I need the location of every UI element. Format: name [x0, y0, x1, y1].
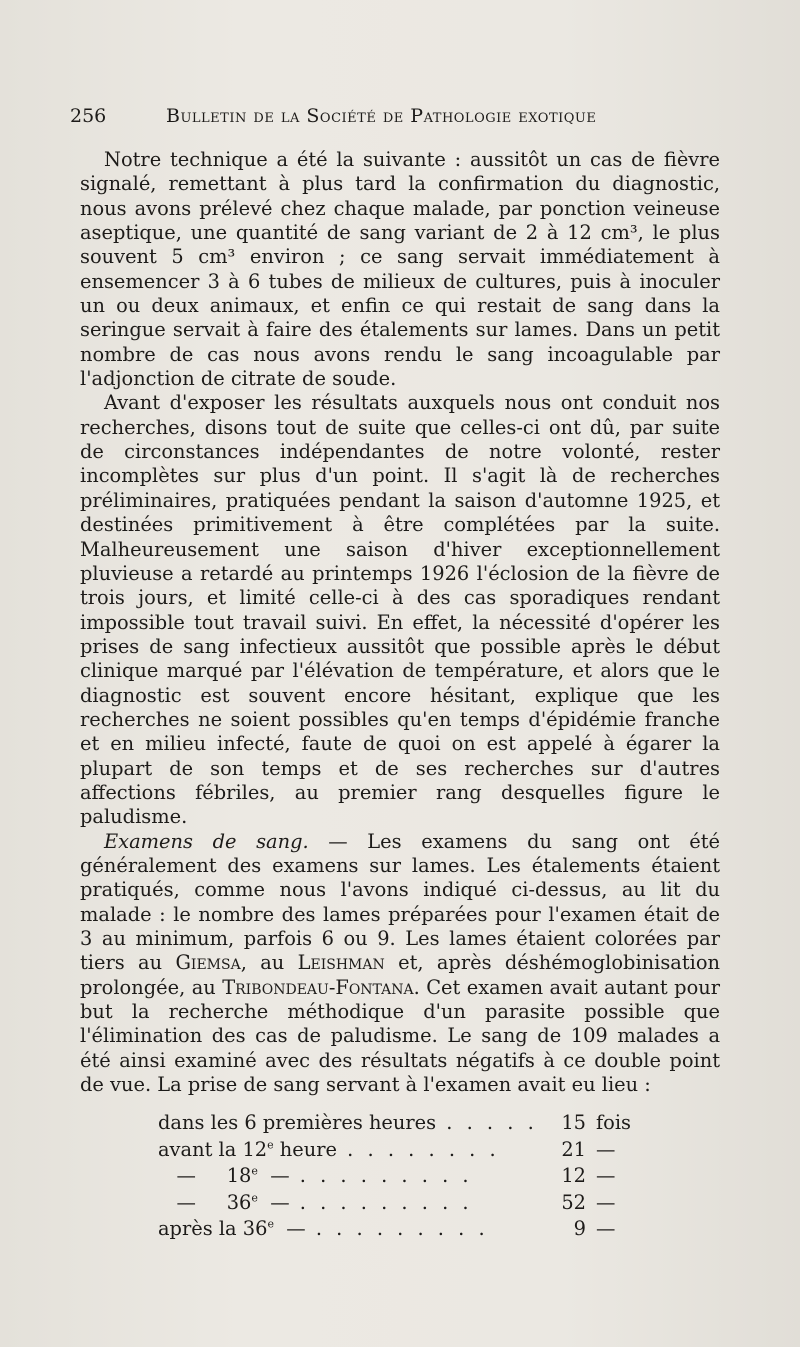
author-name-tribondeau-fontana: Tribondeau-Fontana	[222, 975, 414, 999]
author-name-leishman: Leishman	[297, 951, 385, 975]
author-name-giemsa: Giemsa	[175, 951, 241, 975]
page-number: 256	[70, 105, 107, 127]
leader-dots: . . . . .	[436, 1111, 538, 1134]
paragraph-technique: Notre technique a été la suivante : aussitôt un cas de fièvre signalé, remettant à plus tard la confirmation du diagnostic, nous avons prélevé chez chaque malade, par ponction veineuse aseptique, une quantité de sang variant de 2 à 12 cm³, le plus souvent 5 cm³ environ ; ce sang servait immédiatement à ensemencer 3 à 6 tubes de milieux de cultures, puis à inoculer un ou deux animaux, et enfin ce qui restait de sang dans la seringue servait à faire des étalements sur lames. Dans un petit nombre de cas nous avons rendu le sang incoagulable par l'adjonction de citrate de soude.	[80, 148, 720, 391]
row-unit: —	[596, 1217, 616, 1240]
row-unit: —	[596, 1190, 616, 1214]
paragraph-results-intro: Avant d'exposer les résultats auxquels nous ont conduit nos recherches, disons tout de suite que celles-ci ont dû, par suite de circonstances indépendantes de notre volonté, rester incomplètes sur plus d'un point. Il s'agit là de recherches préliminaires, pratiquées pendant la saison d'automne 1925, et destinées primitivement à être complétées par la suite. Malheureusement une saison d'hiver exceptionnellement pluvieuse a retardé au printemps 1926 l'éclosion de la fièvre de trois jours, et limité celle-ci à des cas sporadiques rendant impossible tout travail suivi. En effet, la nécessité d'opérer les prises de sang infectieux aussitôt que possible après le début clinique marqué par l'élévation de température, et alors que le diagnostic est souvent encore hésitant, explique que les recherches ne soient possibles qu'en temps d'épidémie franche et en milieu infecté, faute de quoi on est appelé à égarer la plupart de son temps et de ses recherches sur d'autres affections fébriles, au premier rang desquelles figure le paludisme.	[80, 391, 720, 829]
row-count: 15	[561, 1111, 586, 1134]
table-row	[158, 1110, 648, 1137]
row-unit: —	[596, 1137, 616, 1161]
article-body	[80, 148, 720, 1097]
table-row: — 36e — . . . . . . . . . 52 —	[158, 1190, 648, 1217]
text-segment: . Cet examen avait autant pour but la recherche méthodique d'un parasite possible que l'élimination des cas de paludisme. Le sang de 109 malades a été ainsi examiné avec des résultats négatifs à ce double point de vue. La prise de sang servant à l'examen avait eu lieu :	[80, 975, 720, 1097]
row-label: — 18	[158, 1164, 252, 1187]
leader-dots: . . . . . . . . .	[289, 1190, 473, 1214]
row-label: — 36	[158, 1190, 252, 1214]
row-label: dans les 6 premières heures	[158, 1111, 437, 1134]
leader-dots: . . . . . . . . .	[289, 1164, 473, 1187]
leader-dots: . . . . . . . . .	[305, 1217, 489, 1240]
table-row: après la 36e — . . . . . . . . . 9 —	[158, 1216, 648, 1243]
paragraph-blood-exams	[80, 830, 720, 1098]
text-segment: et, après déshémoglobinisation prolongée, au	[80, 951, 721, 999]
text-segment: , au	[240, 951, 298, 975]
running-header	[70, 104, 710, 128]
row-unit: fois	[596, 1111, 632, 1134]
row-label: avant la 12	[158, 1137, 268, 1161]
row-count: 52	[561, 1190, 586, 1214]
row-count: 9	[573, 1217, 586, 1240]
leader-dots: . . . . . . . .	[337, 1137, 500, 1161]
table-row: avant la 12e heure . . . . . . . . 21 —	[158, 1137, 648, 1164]
row-count: 21	[561, 1137, 586, 1161]
section-heading-blood-exams: Examens de sang.	[104, 829, 309, 853]
row-unit: —	[596, 1164, 616, 1187]
table-row: — 18e — . . . . . . . . . 12 —	[158, 1163, 648, 1190]
row-count: 12	[561, 1164, 586, 1187]
text-segment: — Les examens du sang ont été généralement des examens sur lames. Les étalements étaient pratiqués, comme nous l'avons indiqué ci-dessus, au lit du malade : le nombre des lames préparées pour l'examen était de 3 au minimum, parfois 6 ou 9. Les lames étaient colorées par tiers au	[80, 829, 721, 975]
row-label: après la 36	[158, 1217, 268, 1240]
sampling-time-table	[158, 1110, 648, 1243]
journal-title: Bulletin de la Société de Pathologie exotique	[166, 105, 597, 127]
